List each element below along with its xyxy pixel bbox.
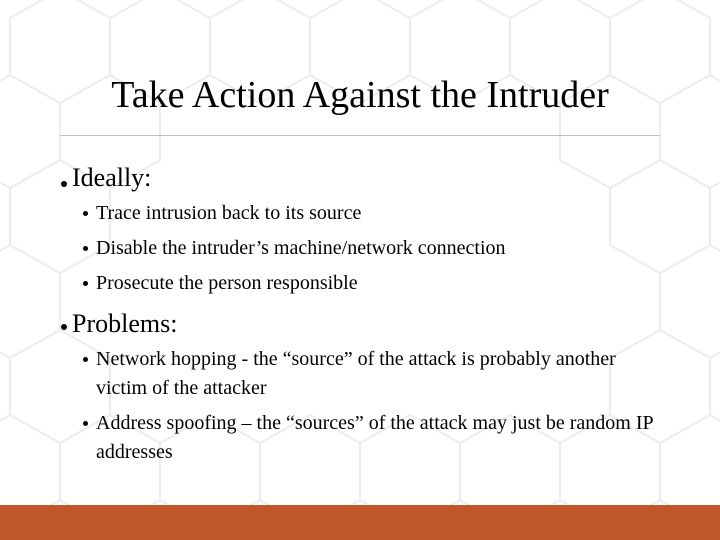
section-heading-problems: Problems: [72, 309, 178, 338]
bullet-dot [61, 324, 67, 330]
list-item: Disable the intruder’s machine/network connection [96, 237, 506, 259]
list-item: Address spoofing – the “sources” of the attack may just be random IP addresses [96, 412, 653, 463]
section-heading-ideally: Ideally: [72, 163, 152, 192]
list-item: Prosecute the person responsible [96, 272, 358, 294]
bullet-dot [83, 211, 88, 216]
footer-accent-bar [0, 505, 720, 540]
bullet-dot [61, 181, 67, 187]
list-item: Network hopping - the “source” of the attack is probably another victim of the attacker [96, 348, 616, 399]
bullet-dot [83, 357, 88, 362]
slide-title: Take Action Against the Intruder [111, 74, 609, 116]
bullet-dot [83, 281, 88, 286]
bullet-dot [83, 246, 88, 251]
list-item: Trace intrusion back to its source [96, 202, 362, 224]
bullet-dot [83, 421, 88, 426]
